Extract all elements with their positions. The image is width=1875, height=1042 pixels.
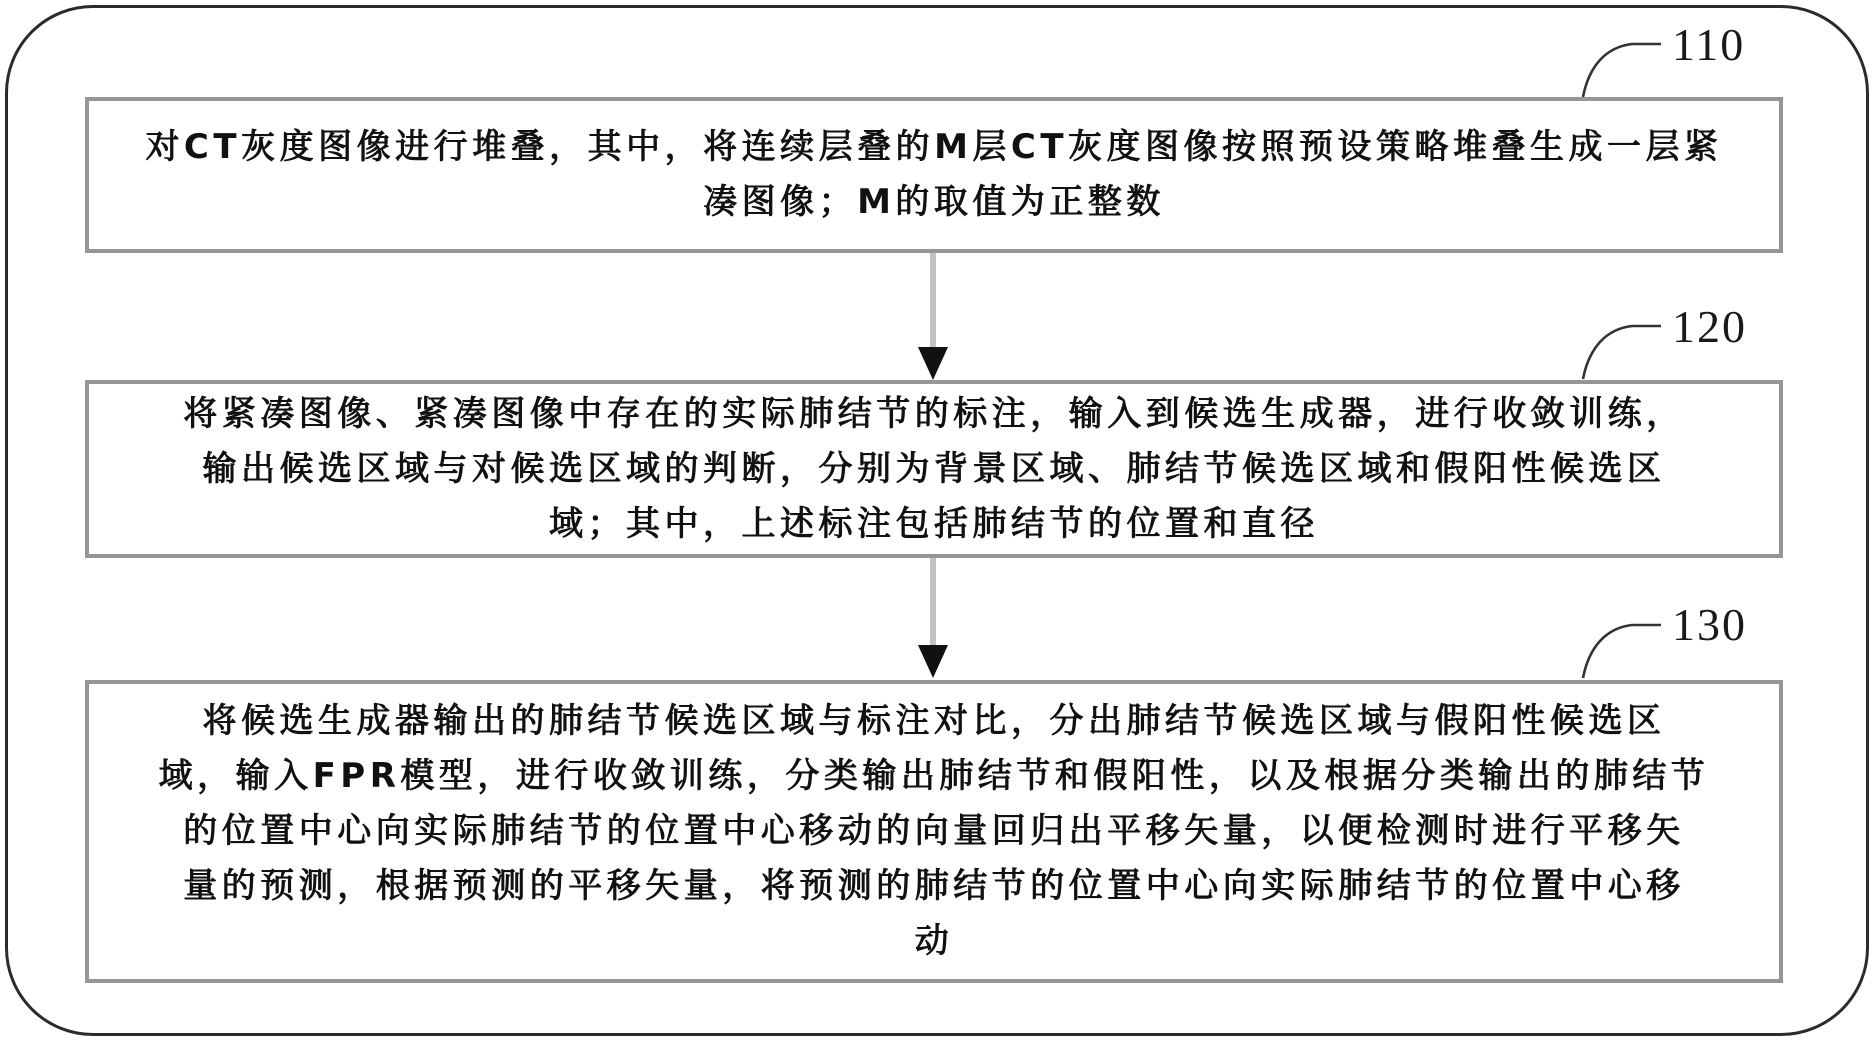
step-130-text-line: 动 <box>914 921 954 961</box>
step-number-130: 130 <box>1672 599 1747 650</box>
step-130-text-line: 域，输入FPR模型，进行收敛训练，分类输出肺结节和假阳性，以及根据分类输出的肺结节 <box>158 756 1710 796</box>
step-number-120: 120 <box>1672 301 1747 352</box>
leader-line-110 <box>1570 36 1666 98</box>
step-130-text-line: 将候选生成器输出的肺结节候选区域与标注对比，分出肺结节候选区域与假阳性候选区 <box>202 701 1666 741</box>
leader-line-130 <box>1570 617 1666 679</box>
flow-step-box-130 <box>85 680 1783 983</box>
down-arrow-head-icon <box>918 645 948 678</box>
down-arrow-shaft <box>930 253 936 350</box>
down-arrow-head-icon <box>918 347 948 380</box>
step-110-text-line: 对CT灰度图像进行堆叠，其中，将连续层叠的M层CT灰度图像按照预设策略堆叠生成一层紧 <box>145 127 1723 167</box>
step-130-text-line: 量的预测，根据预测的平移矢量，将预测的肺结节的位置中心向实际肺结节的位置中心移 <box>183 866 1685 906</box>
leader-line-120 <box>1570 318 1666 380</box>
flow-step-box-110 <box>85 97 1783 253</box>
step-number-110: 110 <box>1672 19 1746 70</box>
step-130-text-line: 的位置中心向实际肺结节的位置中心移动的向量回归出平移矢量，以便检测时进行平移矢 <box>183 811 1685 851</box>
down-arrow-shaft <box>930 558 936 648</box>
step-110-text-line: 凑图像；M的取值为正整数 <box>703 182 1165 222</box>
flow-step-box-120 <box>85 380 1783 558</box>
step-120-text-line: 输出候选区域与对候选区域的判断，分别为背景区域、肺结节候选区域和假阳性候选区 <box>202 448 1666 489</box>
step-120-text-line: 域；其中，上述标注包括肺结节的位置和直径 <box>549 503 1319 544</box>
step-120-text-line: 将紧凑图像、紧凑图像中存在的实际肺结节的标注，输入到候选生成器，进行收敛训练， <box>183 393 1685 434</box>
